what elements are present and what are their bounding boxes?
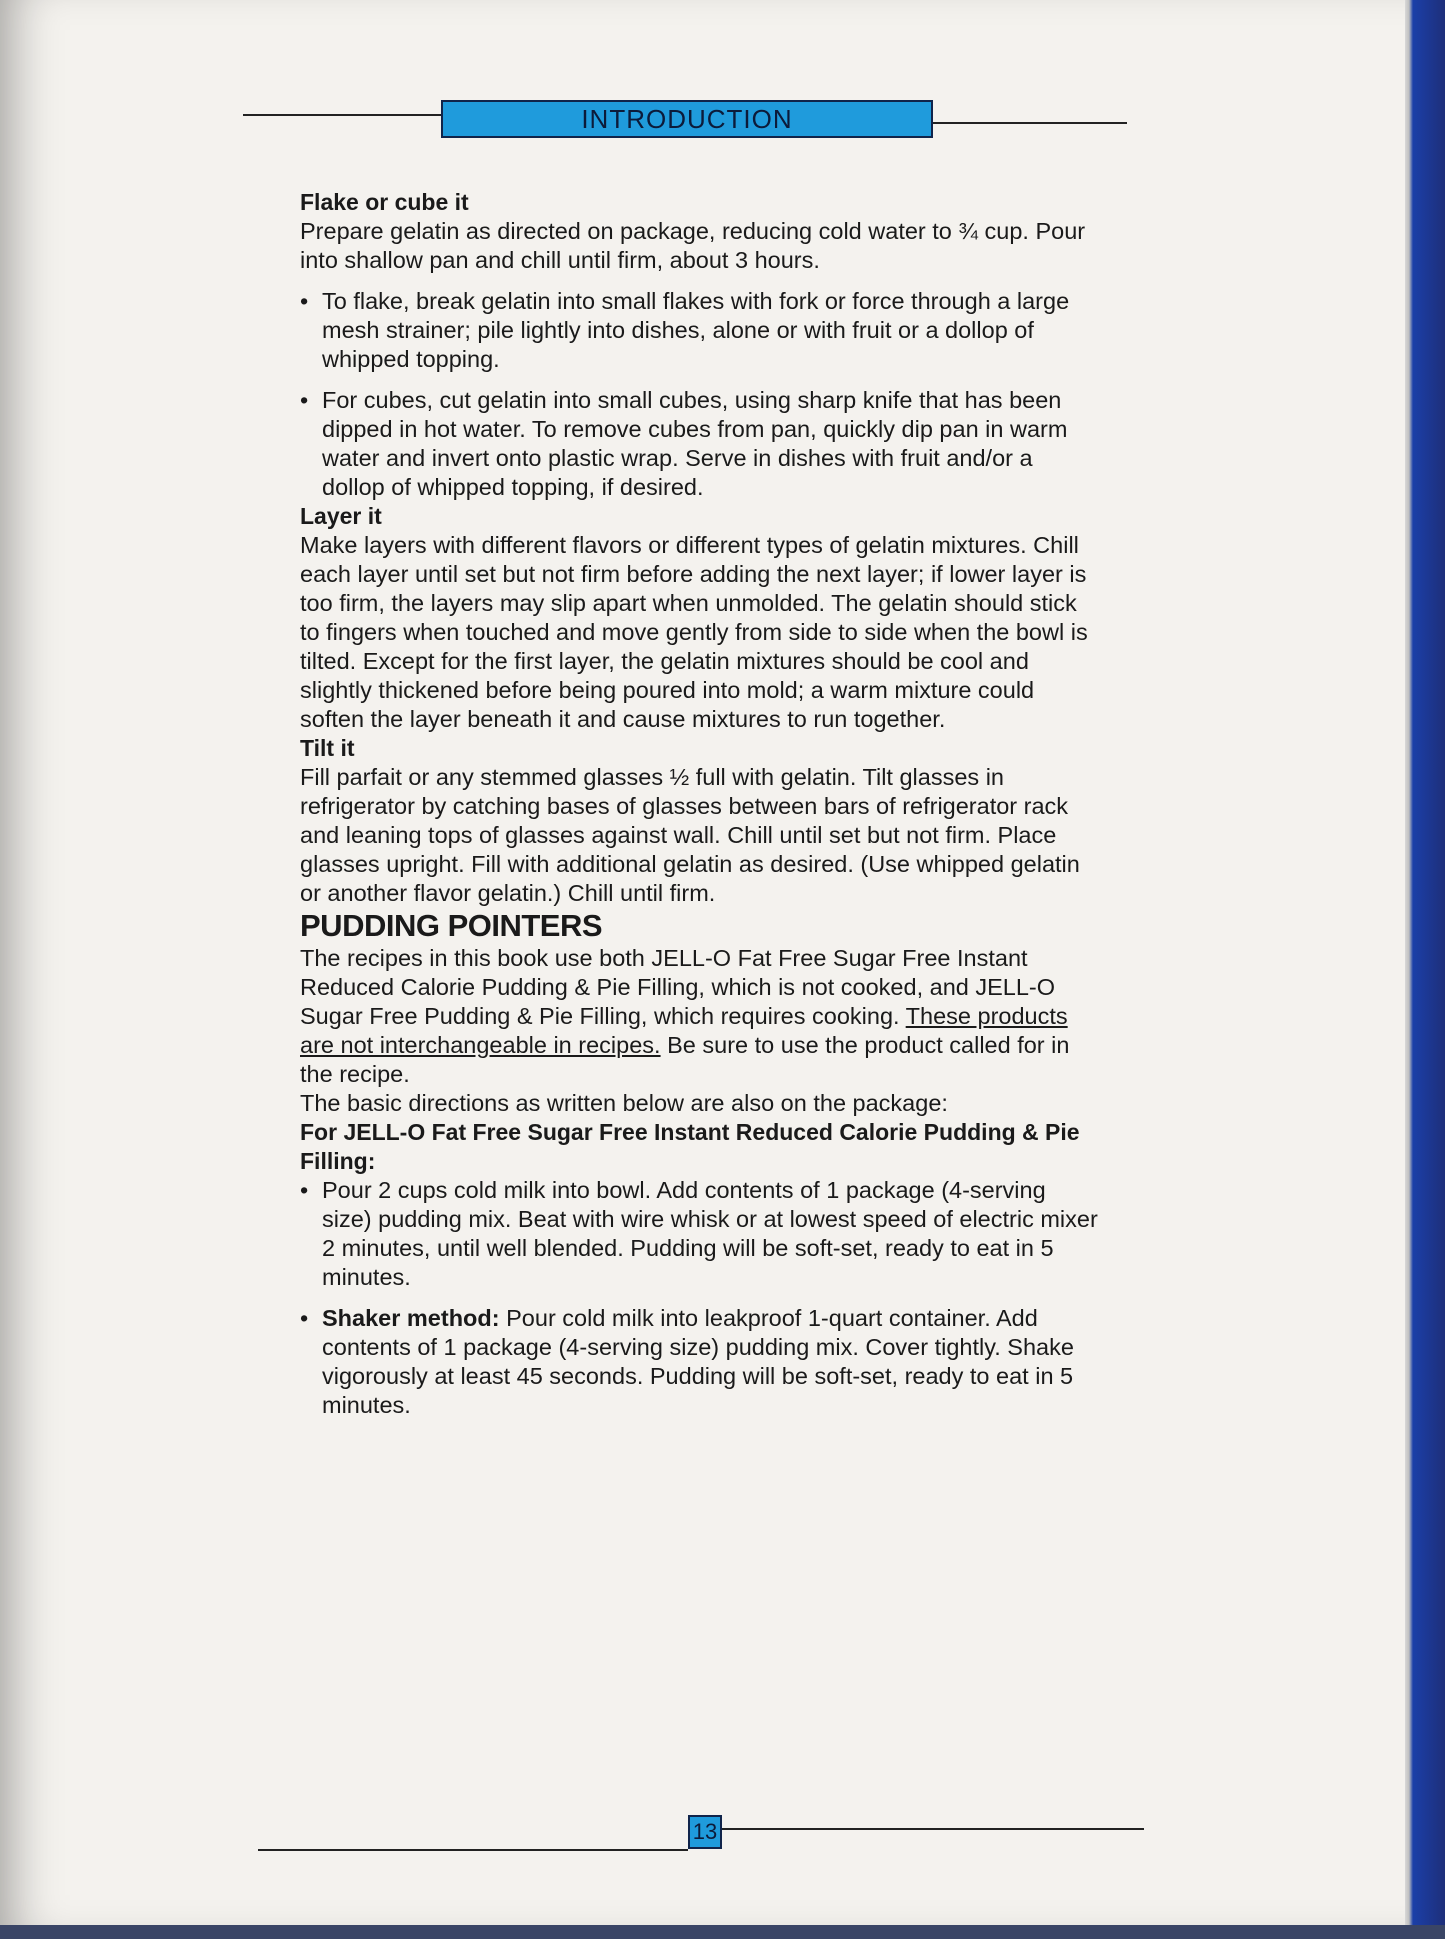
header-rule-right bbox=[933, 122, 1127, 124]
bullet-icon: • bbox=[300, 1305, 309, 1331]
flake-bullet-2-text: For cubes, cut gelatin into small cubes, using sharp knife that has been dipped in hot water. To remove cubes from pan, quickly dip pan in warm water and invert onto plastic wrap. Serve in dishes with fruit and/or a dollop of whipped topping, if desired. bbox=[322, 387, 1068, 500]
page-number: 13 bbox=[688, 1815, 722, 1849]
pudding-intro-part1: The recipes in this book use both JELL-O Fat Free Sugar Free Instant Reduced Calorie Pudding & Pie Filling, which is not cooked, and JELL-O Sugar Free Pudding & Pie Filling, which requires cooking. bbox=[300, 945, 1056, 1029]
page-content bbox=[300, 188, 1100, 1420]
pudding-bullet-2-label: Shaker method: bbox=[322, 1305, 500, 1331]
header-rule-left bbox=[243, 114, 443, 116]
pudding-title: PUDDING POINTERS bbox=[300, 908, 603, 943]
tilt-body: Fill parfait or any stemmed glasses ½ full with gelatin. Tilt glasses in refrigerator by catching bases of glasses between bars of refrigerator rack and leaning tops of glasses against wall. Chill until set but not firm. Place glasses upright. Fill with additional gelatin as desired. (Use whipped gelatin or another flavor gelatin.) Chill until firm. bbox=[300, 764, 1080, 906]
bullet-icon: • bbox=[300, 288, 309, 314]
flake-body: Prepare gelatin as directed on package, reducing cold water to ¾ cup. Pour into shallow pan and chill until firm, about 3 hours. bbox=[300, 218, 1086, 273]
pudding-subheading: For JELL-O Fat Free Sugar Free Instant Reduced Calorie Pudding & Pie Filling: bbox=[300, 1119, 1080, 1174]
flake-bullet-1-text: To flake, break gelatin into small flakes with fork or force through a large mesh strainer; pile lightly into dishes, alone or with fruit or a dollop of whipped topping. bbox=[322, 288, 1070, 372]
pudding-bullet-2 bbox=[300, 1304, 1100, 1420]
pudding-intro-underlined: These products are not interchangeable in recipes. bbox=[300, 1003, 1068, 1058]
section-header: INTRODUCTION bbox=[441, 100, 933, 138]
layer-body: Make layers with different flavors or different types of gelatin mixtures. Chill each layer until set but not firm before adding the next layer; if lower layer is too firm, the layers may slip apart when unmolded. The gelatin should stick to fingers when touched and move gently from side to side when the bowl is tilted. Except for the first layer, the gelatin mixtures should be cool and slightly thickened before being poured into mold; a warm mixture could soften the layer beneath it and cause mixtures to run together. bbox=[300, 532, 1088, 732]
flake-bullet-1 bbox=[300, 287, 1100, 374]
flake-heading: Flake or cube it bbox=[300, 189, 469, 215]
book-cover-edge bbox=[1405, 0, 1445, 1939]
pudding-intro bbox=[300, 944, 1100, 1089]
footer-rule-left bbox=[258, 1849, 688, 1851]
pudding-intro-part2: Be sure to use the product called for in the recipe. bbox=[300, 1032, 1070, 1087]
pudding-bullet-2-text: Pour cold milk into leakproof 1-quart container. Add contents of 1 package (4-serving size) pudding mix. Cover tightly. Shake vigorously at least 45 seconds. Pudding will be soft-set, ready to eat in 5 minutes. bbox=[322, 1305, 1074, 1418]
bullet-icon: • bbox=[300, 387, 309, 413]
tilt-heading: Tilt it bbox=[300, 735, 355, 761]
directions-intro: The basic directions as written below are also on the package: bbox=[300, 1090, 948, 1116]
book-bottom-edge bbox=[0, 1925, 1445, 1939]
pudding-bullet-1-text: Pour 2 cups cold milk into bowl. Add contents of 1 package (4-serving size) pudding mix. Beat with wire whisk or at lowest speed of electric mixer 2 minutes, until well blended. Pudding will be soft-set, ready to eat in 5 minutes. bbox=[322, 1177, 1098, 1290]
bullet-icon: • bbox=[300, 1177, 309, 1203]
pudding-bullet-1 bbox=[300, 1176, 1100, 1292]
layer-heading: Layer it bbox=[300, 503, 382, 529]
flake-bullet-2 bbox=[300, 386, 1100, 502]
footer-rule-right bbox=[722, 1828, 1144, 1830]
